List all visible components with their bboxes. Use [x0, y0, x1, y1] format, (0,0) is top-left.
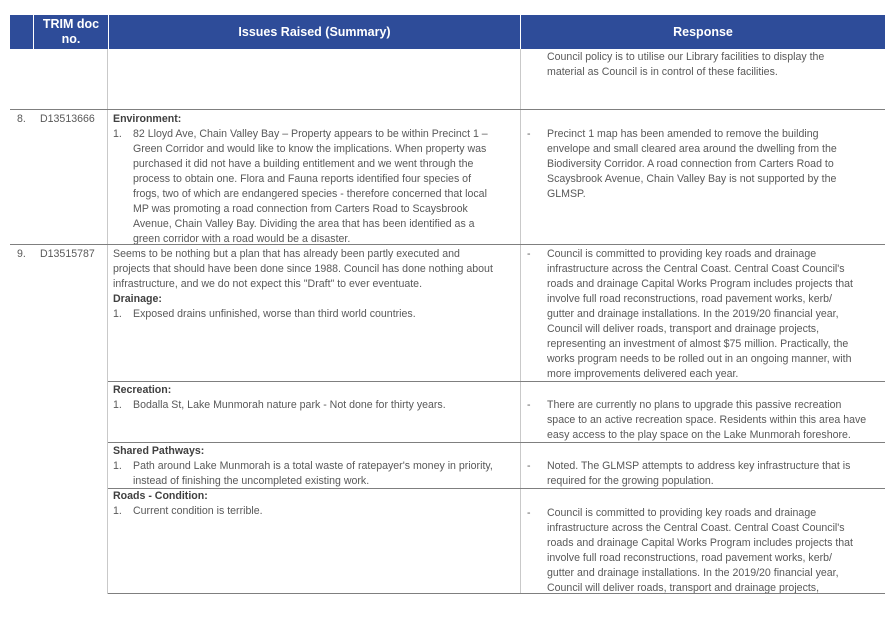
response-line: infrastructure across the Central Coast. Central Coast Council's — [547, 522, 845, 534]
item-number: 1. — [113, 460, 122, 472]
section-title: Drainage: — [113, 293, 162, 305]
header-issues-label: Issues Raised (Summary) — [238, 24, 391, 39]
response-line: Council will deliver roads, transport and drainage projects, — [547, 323, 820, 335]
row-divider — [10, 109, 885, 110]
issue-line: MP was promoting a road connection from Carters Road to Scaysbrook — [133, 203, 468, 215]
issue-line: purchased it did not have a building entitlement and we went through the — [133, 158, 474, 170]
intro-line: projects that should have been done since 1988. Council has done nothing about — [113, 263, 493, 275]
issue-line: process to obtain one. Flora and Fauna reports identified four species of — [133, 173, 472, 185]
response-dash: - — [527, 507, 531, 519]
response-line: involve full road reconstructions, road pavement works, kerb/ — [547, 552, 832, 564]
response-line: easy access to the play space on the Lake Munmorah foreshore. — [547, 429, 851, 441]
issue-line: Path around Lake Munmorah is a total waste of ratepayer's money in priority, — [133, 460, 493, 472]
issue-line: Green Corridor and would like to know the implications. When property was — [133, 143, 487, 155]
response-line: GLMSP. — [547, 188, 586, 200]
response-line: works program needs to be rolled out in an ongoing manner, with — [547, 353, 852, 365]
response-line: Council will deliver roads, transport and drainage projects, — [547, 582, 820, 593]
top-response-line: Council policy is to utilise our Library facilities to display the — [547, 51, 825, 63]
item-number: 1. — [113, 505, 122, 517]
response-line: Noted. The GLMSP attempts to address key infrastructure that is — [547, 460, 851, 472]
header-doc-no-label: TRIM doc no. — [42, 17, 100, 46]
issue-line: Bodalla St, Lake Munmorah nature park - Not done for thirty years. — [133, 399, 446, 411]
section-title: Roads - Condition: — [113, 490, 208, 502]
header-blank-cell — [10, 15, 33, 49]
response-dash: - — [527, 460, 531, 472]
header-doc-no — [33, 15, 108, 49]
issue-line: Exposed drains unfinished, worse than third world countries. — [133, 308, 416, 320]
item-number: 1. — [113, 308, 122, 320]
response-line: required for the growing population. — [547, 475, 714, 487]
response-line: representing an investment of almost $75 million. Practically, the — [547, 338, 849, 350]
column-divider — [520, 49, 521, 594]
section-title: Environment: — [113, 113, 182, 125]
section-title: Recreation: — [113, 384, 172, 396]
response-dash: - — [527, 128, 531, 140]
response-dash: - — [527, 399, 531, 411]
issue-line: instead of finishing the uncompleted existing work. — [133, 475, 370, 487]
response-line: roads and drainage Capital Works Program includes projects that — [547, 278, 854, 290]
issue-line: Avenue, Chain Valley Bay. Dividing the area that has been identified as a — [133, 218, 475, 230]
response-dash: - — [527, 248, 531, 260]
header-response — [520, 15, 885, 49]
intro-line: Seems to be nothing but a plan that has already been partly executed and — [113, 248, 460, 260]
row-number: 8. — [17, 113, 26, 125]
response-line: roads and drainage Capital Works Program includes projects that — [547, 537, 854, 549]
header-response-label: Response — [673, 24, 733, 39]
table-bottom-border — [108, 593, 885, 594]
trim-doc-number: D13515787 — [40, 248, 95, 260]
issue-line: frogs, two of which are endangered species - therefore concerned that local — [133, 188, 487, 200]
sub-row-divider — [108, 442, 885, 443]
item-number: 1. — [113, 128, 122, 140]
trim-doc-number: D13513666 — [40, 113, 95, 125]
response-line: Precinct 1 map has been amended to remove the building — [547, 128, 819, 140]
row-number: 9. — [17, 248, 26, 260]
sub-row-divider — [108, 381, 885, 382]
row-divider — [10, 244, 885, 245]
response-line: involve full road reconstructions, road pavement works, kerb/ — [547, 293, 832, 305]
response-line: Biodiversity Corridor. A road connection from Carters Road to — [547, 158, 834, 170]
item-number: 1. — [113, 399, 122, 411]
sub-row-divider — [108, 488, 885, 489]
top-response-line: material as Council is in control of these facilities. — [547, 66, 778, 78]
intro-line: infrastructure, and we do not expect this "Draft" to ever eventuate. — [113, 278, 423, 290]
response-line: Council is committed to providing key roads and drainage — [547, 507, 817, 519]
response-line: more improvements delivered each year. — [547, 368, 739, 380]
response-line: Council is committed to providing key roads and drainage — [547, 248, 817, 260]
response-line: gutter and drainage installations. In the 2019/20 financial year, — [547, 567, 839, 579]
issue-line: Current condition is terrible. — [133, 505, 263, 517]
column-divider — [107, 49, 108, 594]
response-line: Scaysbrook Avenue, Chain Valley Bay is not supported by the — [547, 173, 837, 185]
issue-line: green corridor with a road would be a disaster. — [133, 233, 351, 244]
response-line: There are currently no plans to upgrade this passive recreation — [547, 399, 842, 411]
issue-line: 82 Lloyd Ave, Chain Valley Bay – Property appears to be within Precinct 1 – — [133, 128, 488, 140]
response-line: gutter and drainage installations. In the 2019/20 financial year, — [547, 308, 839, 320]
response-line: infrastructure across the Central Coast. Central Coast Council's — [547, 263, 845, 275]
section-title: Shared Pathways: — [113, 445, 205, 457]
response-line: envelope and small cleared area around the dwelling from the — [547, 143, 837, 155]
response-line: space to an active recreation space. Residents within this area have — [547, 414, 867, 426]
header-issues — [108, 15, 520, 49]
